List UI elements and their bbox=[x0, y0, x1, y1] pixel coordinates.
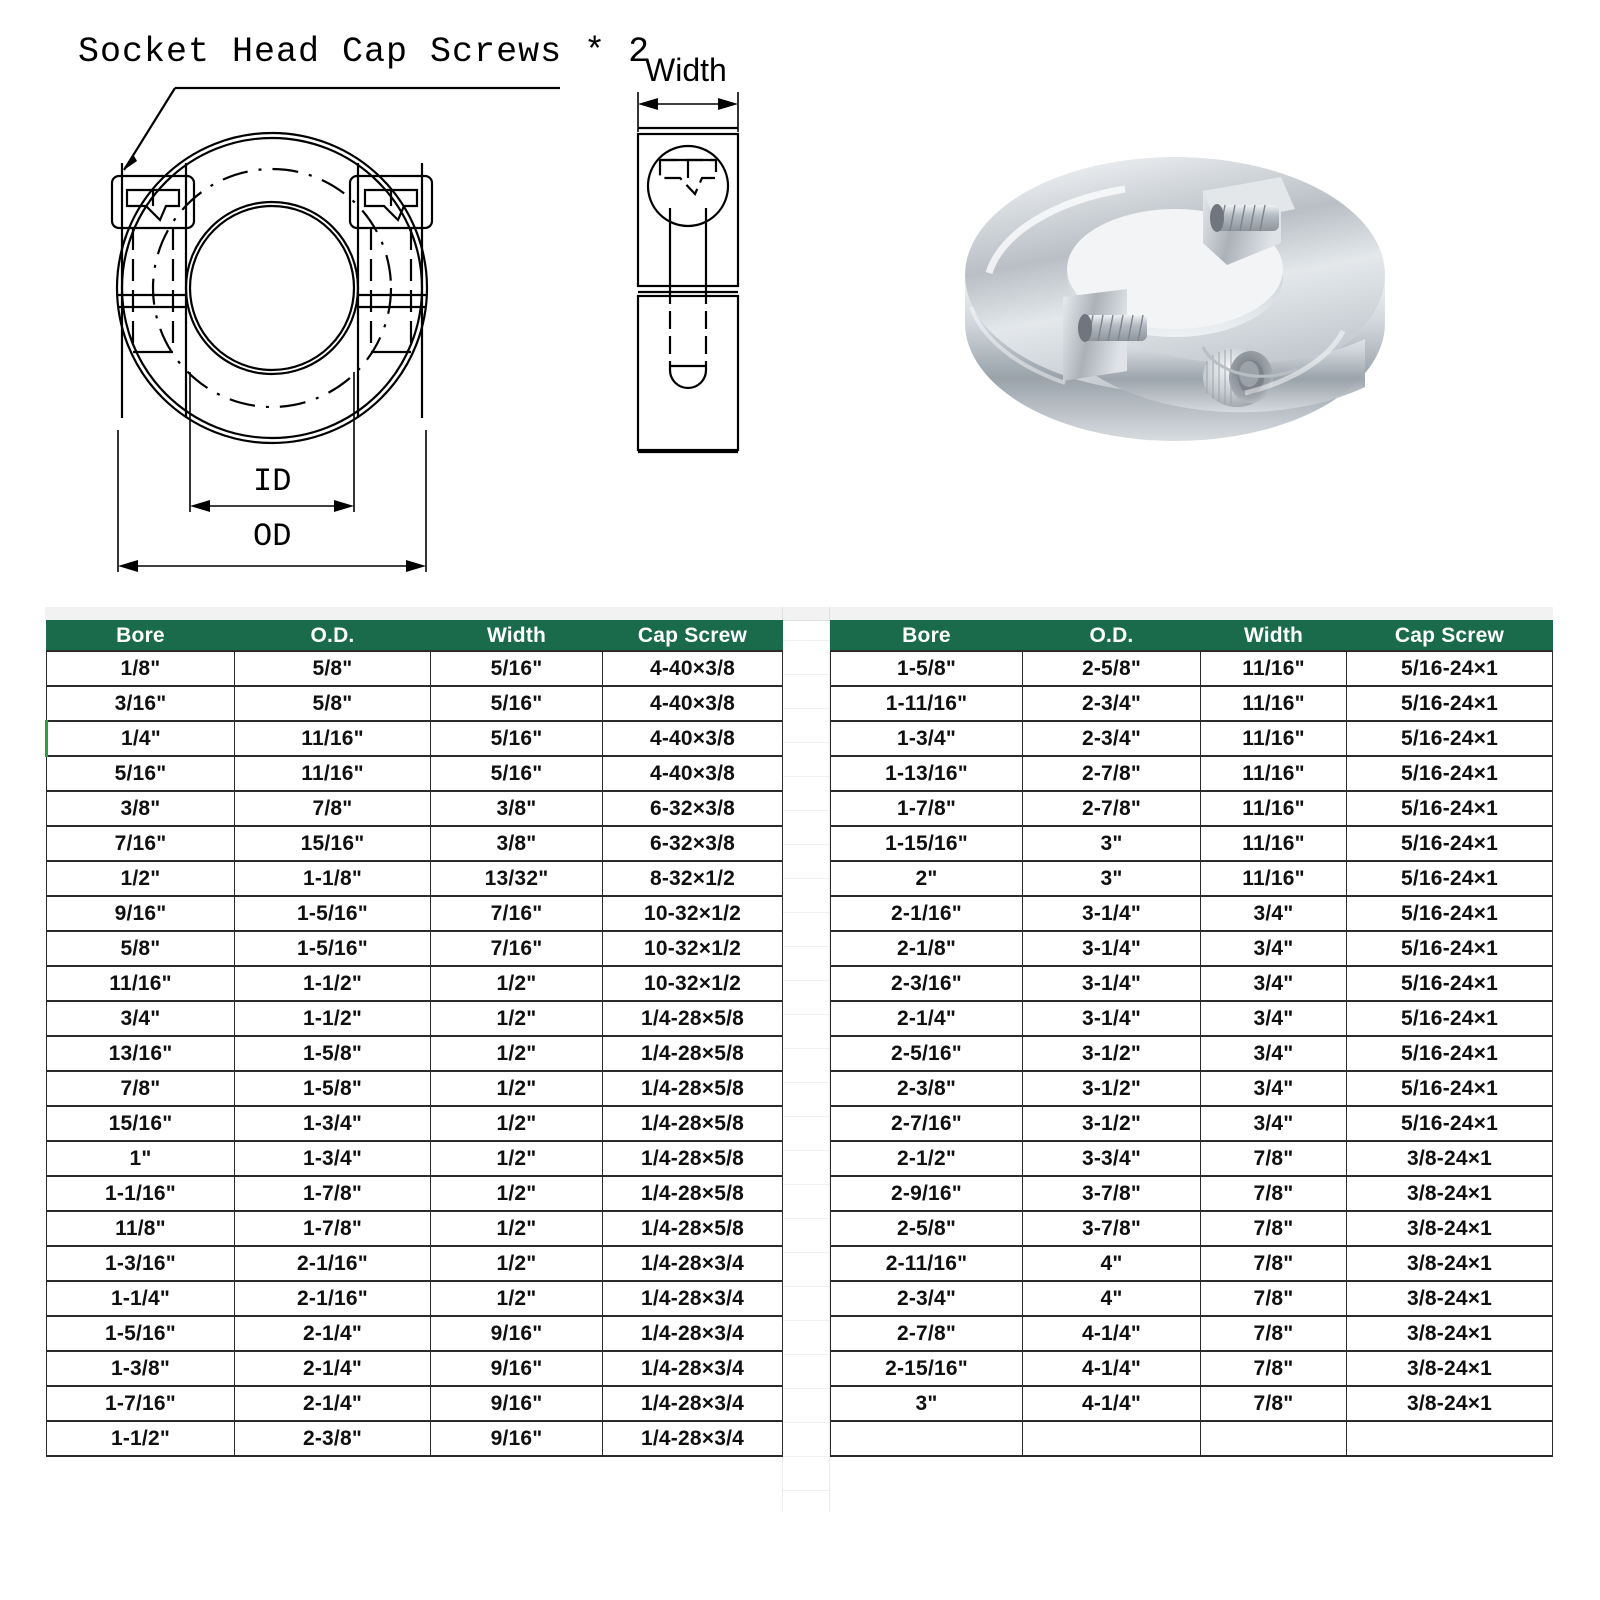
cell-o-d[interactable]: 1-1/2" bbox=[235, 966, 431, 1001]
cell-bore[interactable]: 1-5/16" bbox=[47, 1316, 235, 1351]
cell-bore[interactable]: 2-3/16" bbox=[831, 966, 1023, 1001]
cap-screw-callout-label: Socket Head Cap Screws * 2 bbox=[78, 32, 651, 72]
table-row[interactable] bbox=[831, 1386, 1553, 1421]
cell-o-d[interactable]: 3-1/4" bbox=[1023, 896, 1201, 931]
cell-o-d[interactable]: 2-3/8" bbox=[235, 1421, 431, 1456]
cell-bore[interactable]: 2-5/8" bbox=[831, 1211, 1023, 1246]
table-row[interactable] bbox=[831, 1421, 1553, 1456]
cell-cap-screw[interactable]: 5/16-24×1 bbox=[1347, 721, 1553, 756]
table-row[interactable] bbox=[47, 721, 783, 756]
cell-o-d[interactable]: 7/8" bbox=[235, 791, 431, 826]
cell-bore[interactable]: 1-7/16" bbox=[47, 1386, 235, 1421]
table-row[interactable] bbox=[831, 826, 1553, 861]
cell-bore[interactable]: 2-5/16" bbox=[831, 1036, 1023, 1071]
cell-width[interactable]: 1/2" bbox=[431, 1281, 603, 1316]
cell-width[interactable]: 3/4" bbox=[1201, 1001, 1347, 1036]
table-row[interactable] bbox=[47, 791, 783, 826]
cell-o-d[interactable]: 2-7/8" bbox=[1023, 791, 1201, 826]
cell-width[interactable]: 3/4" bbox=[1201, 966, 1347, 1001]
cell-bore[interactable]: 5/16" bbox=[47, 756, 235, 791]
cell-bore[interactable]: 1-7/8" bbox=[831, 791, 1023, 826]
cell-bore[interactable]: 1-5/8" bbox=[831, 651, 1023, 686]
front-view-svg bbox=[0, 0, 620, 600]
table-row[interactable] bbox=[831, 721, 1553, 756]
cell-width[interactable]: 7/16" bbox=[431, 896, 603, 931]
cell-bore[interactable]: 1-3/4" bbox=[831, 721, 1023, 756]
cell-cap-screw[interactable]: 4-40×3/8 bbox=[603, 721, 783, 756]
table-row[interactable] bbox=[831, 1176, 1553, 1211]
cell-cap-screw[interactable]: 3/8-24×1 bbox=[1347, 1141, 1553, 1176]
cell-o-d[interactable]: 1-5/8" bbox=[235, 1071, 431, 1106]
cell-cap-screw[interactable]: 4-40×3/8 bbox=[603, 756, 783, 791]
table-row[interactable] bbox=[831, 1246, 1553, 1281]
column-header-o-d[interactable]: O.D. bbox=[235, 621, 431, 652]
cell-o-d[interactable] bbox=[1023, 1421, 1201, 1456]
cell-o-d[interactable]: 1-3/4" bbox=[235, 1141, 431, 1176]
cell-o-d[interactable]: 1-3/4" bbox=[235, 1106, 431, 1141]
cell-o-d[interactable]: 1-7/8" bbox=[235, 1176, 431, 1211]
table-row[interactable] bbox=[831, 966, 1553, 1001]
cell-o-d[interactable]: 4" bbox=[1023, 1246, 1201, 1281]
cell-o-d[interactable]: 1-7/8" bbox=[235, 1211, 431, 1246]
cell-cap-screw[interactable]: 1/4-28×5/8 bbox=[603, 1176, 783, 1211]
cell-cap-screw[interactable]: 10-32×1/2 bbox=[603, 931, 783, 966]
cell-bore[interactable]: 2-7/8" bbox=[831, 1316, 1023, 1351]
table-row[interactable] bbox=[831, 1141, 1553, 1176]
cell-cap-screw[interactable]: 5/16-24×1 bbox=[1347, 651, 1553, 686]
cell-o-d[interactable]: 3-1/4" bbox=[1023, 1001, 1201, 1036]
cell-bore[interactable]: 2-3/8" bbox=[831, 1071, 1023, 1106]
cell-bore[interactable]: 2-1/16" bbox=[831, 896, 1023, 931]
cell-o-d[interactable]: 5/8" bbox=[235, 651, 431, 686]
cell-bore[interactable]: 11/16" bbox=[47, 966, 235, 1001]
cell-o-d[interactable]: 4-1/4" bbox=[1023, 1351, 1201, 1386]
cell-width[interactable]: 7/16" bbox=[431, 931, 603, 966]
cell-bore[interactable]: 2-11/16" bbox=[831, 1246, 1023, 1281]
cell-cap-screw[interactable]: 5/16-24×1 bbox=[1347, 791, 1553, 826]
table-row[interactable] bbox=[47, 1351, 783, 1386]
left-spec-table-container bbox=[45, 620, 783, 1457]
cell-o-d[interactable]: 3" bbox=[1023, 826, 1201, 861]
cell-width[interactable]: 11/16" bbox=[1201, 826, 1347, 861]
cell-cap-screw[interactable]: 4-40×3/8 bbox=[603, 651, 783, 686]
cell-cap-screw[interactable]: 3/8-24×1 bbox=[1347, 1351, 1553, 1386]
cell-width[interactable]: 1/2" bbox=[431, 1246, 603, 1281]
cell-width[interactable]: 11/16" bbox=[1201, 651, 1347, 686]
cell-o-d[interactable]: 11/16" bbox=[235, 721, 431, 756]
side-view-svg bbox=[590, 0, 890, 520]
left-table-body bbox=[47, 651, 783, 1456]
left-table-head bbox=[47, 621, 783, 652]
cell-width[interactable]: 11/16" bbox=[1201, 756, 1347, 791]
cell-cap-screw[interactable]: 8-32×1/2 bbox=[603, 861, 783, 896]
table-row[interactable] bbox=[47, 1106, 783, 1141]
cell-cap-screw[interactable]: 5/16-24×1 bbox=[1347, 966, 1553, 1001]
right-table-head bbox=[831, 621, 1553, 652]
cell-o-d[interactable]: 2-1/4" bbox=[235, 1351, 431, 1386]
cell-width[interactable]: 11/16" bbox=[1201, 861, 1347, 896]
table-row[interactable] bbox=[47, 826, 783, 861]
table-row[interactable] bbox=[47, 1386, 783, 1421]
cell-bore[interactable]: 2" bbox=[831, 861, 1023, 896]
cell-o-d[interactable]: 3-7/8" bbox=[1023, 1176, 1201, 1211]
table-row[interactable] bbox=[47, 1001, 783, 1036]
table-row[interactable] bbox=[47, 1036, 783, 1071]
cell-cap-screw[interactable]: 5/16-24×1 bbox=[1347, 1071, 1553, 1106]
right-spec-table bbox=[830, 620, 1553, 1457]
cell-width[interactable]: 3/8" bbox=[431, 791, 603, 826]
cell-cap-screw[interactable]: 4-40×3/8 bbox=[603, 686, 783, 721]
cell-o-d[interactable]: 1-5/8" bbox=[235, 1036, 431, 1071]
right-spec-table-container bbox=[830, 620, 1553, 1457]
right-table-header-row bbox=[831, 621, 1553, 652]
cell-bore[interactable]: 1-13/16" bbox=[831, 756, 1023, 791]
cell-o-d[interactable]: 2-1/4" bbox=[235, 1316, 431, 1351]
cell-cap-screw[interactable]: 3/8-24×1 bbox=[1347, 1211, 1553, 1246]
cell-cap-screw[interactable]: 6-32×3/8 bbox=[603, 791, 783, 826]
cell-o-d[interactable]: 3-1/4" bbox=[1023, 966, 1201, 1001]
cell-bore[interactable]: 5/8" bbox=[47, 931, 235, 966]
cell-cap-screw[interactable]: 5/16-24×1 bbox=[1347, 826, 1553, 861]
cell-width[interactable]: 1/2" bbox=[431, 1141, 603, 1176]
cell-bore[interactable]: 1" bbox=[47, 1141, 235, 1176]
cell-bore[interactable]: 11/8" bbox=[47, 1211, 235, 1246]
cell-o-d[interactable]: 2-5/8" bbox=[1023, 651, 1201, 686]
cell-width[interactable]: 5/16" bbox=[431, 721, 603, 756]
table-row[interactable] bbox=[47, 1281, 783, 1316]
table-row[interactable] bbox=[831, 651, 1553, 686]
table-row[interactable] bbox=[831, 1211, 1553, 1246]
cell-cap-screw[interactable]: 5/16-24×1 bbox=[1347, 896, 1553, 931]
collar-3d-svg bbox=[945, 125, 1405, 455]
cell-bore[interactable]: 1-11/16" bbox=[831, 686, 1023, 721]
table-row[interactable] bbox=[831, 1036, 1553, 1071]
cell-bore[interactable]: 2-3/4" bbox=[831, 1281, 1023, 1316]
cell-cap-screw[interactable]: 5/16-24×1 bbox=[1347, 1106, 1553, 1141]
cell-bore[interactable]: 2-1/4" bbox=[831, 1001, 1023, 1036]
cell-width[interactable]: 7/8" bbox=[1201, 1386, 1347, 1421]
column-header-bore[interactable]: Bore bbox=[47, 621, 235, 652]
cell-width[interactable]: 7/8" bbox=[1201, 1246, 1347, 1281]
cell-bore[interactable]: 1-1/4" bbox=[47, 1281, 235, 1316]
cell-o-d[interactable]: 1-5/16" bbox=[235, 896, 431, 931]
cell-width[interactable]: 9/16" bbox=[431, 1421, 603, 1456]
cap-screw-front bbox=[1078, 314, 1147, 342]
table-row[interactable] bbox=[47, 931, 783, 966]
cell-cap-screw[interactable]: 1/4-28×3/4 bbox=[603, 1316, 783, 1351]
cell-o-d[interactable]: 1-5/16" bbox=[235, 931, 431, 966]
cell-bore[interactable]: 1-15/16" bbox=[831, 826, 1023, 861]
cell-width[interactable]: 11/16" bbox=[1201, 721, 1347, 756]
table-row[interactable] bbox=[831, 861, 1553, 896]
table-row[interactable] bbox=[831, 1351, 1553, 1386]
cell-width[interactable]: 7/8" bbox=[1201, 1316, 1347, 1351]
cell-o-d[interactable]: 3-1/2" bbox=[1023, 1106, 1201, 1141]
right-table-body bbox=[831, 651, 1553, 1456]
width-dimension-label: Width bbox=[645, 52, 727, 88]
table-row[interactable] bbox=[47, 1141, 783, 1176]
column-header-cap-screw[interactable]: Cap Screw bbox=[1347, 621, 1553, 652]
cell-width[interactable]: 7/8" bbox=[1201, 1176, 1347, 1211]
column-header-width[interactable]: Width bbox=[1201, 621, 1347, 652]
table-row[interactable] bbox=[47, 1246, 783, 1281]
cell-width[interactable]: 3/4" bbox=[1201, 931, 1347, 966]
table-row[interactable] bbox=[47, 1211, 783, 1246]
cell-cap-screw[interactable]: 1/4-28×3/4 bbox=[603, 1281, 783, 1316]
table-row[interactable] bbox=[47, 966, 783, 1001]
table-row[interactable] bbox=[47, 651, 783, 686]
cell-width[interactable]: 3/4" bbox=[1201, 896, 1347, 931]
cell-cap-screw[interactable]: 1/4-28×5/8 bbox=[603, 1141, 783, 1176]
cell-cap-screw[interactable]: 1/4-28×5/8 bbox=[603, 1211, 783, 1246]
cell-cap-screw[interactable]: 1/4-28×5/8 bbox=[603, 1036, 783, 1071]
cell-bore[interactable]: 13/16" bbox=[47, 1036, 235, 1071]
cell-bore[interactable]: 2-1/8" bbox=[831, 931, 1023, 966]
cell-width[interactable]: 1/2" bbox=[431, 1071, 603, 1106]
cell-bore[interactable]: 1-1/16" bbox=[47, 1176, 235, 1211]
cell-bore[interactable]: 1/4" bbox=[47, 721, 235, 756]
cell-cap-screw[interactable]: 6-32×3/8 bbox=[603, 826, 783, 861]
cell-bore[interactable]: 3/16" bbox=[47, 686, 235, 721]
cell-o-d[interactable]: 2-3/4" bbox=[1023, 721, 1201, 756]
cell-width[interactable]: 3/8" bbox=[431, 826, 603, 861]
cell-cap-screw[interactable]: 5/16-24×1 bbox=[1347, 861, 1553, 896]
cell-bore[interactable]: 2-15/16" bbox=[831, 1351, 1023, 1386]
table-row[interactable] bbox=[831, 1001, 1553, 1036]
cell-width[interactable]: 3/4" bbox=[1201, 1036, 1347, 1071]
cell-cap-screw[interactable]: 5/16-24×1 bbox=[1347, 686, 1553, 721]
cell-width[interactable]: 7/8" bbox=[1201, 1211, 1347, 1246]
cell-width[interactable]: 1/2" bbox=[431, 966, 603, 1001]
cell-o-d[interactable]: 2-1/16" bbox=[235, 1246, 431, 1281]
column-header-width[interactable]: Width bbox=[431, 621, 603, 652]
cell-width[interactable]: 13/32" bbox=[431, 861, 603, 896]
cell-width[interactable]: 3/4" bbox=[1201, 1106, 1347, 1141]
table-row[interactable] bbox=[47, 861, 783, 896]
cell-width[interactable]: 3/4" bbox=[1201, 1071, 1347, 1106]
cell-width[interactable]: 5/16" bbox=[431, 651, 603, 686]
cell-o-d[interactable]: 2-7/8" bbox=[1023, 756, 1201, 791]
cell-bore[interactable]: 3" bbox=[831, 1386, 1023, 1421]
cell-bore[interactable] bbox=[831, 1421, 1023, 1456]
cap-screw-rear bbox=[1210, 204, 1279, 232]
left-table-header-row bbox=[47, 621, 783, 652]
cell-cap-screw[interactable]: 1/4-28×5/8 bbox=[603, 1106, 783, 1141]
left-spec-table bbox=[45, 620, 783, 1457]
cell-cap-screw[interactable]: 3/8-24×1 bbox=[1347, 1316, 1553, 1351]
cell-o-d[interactable]: 11/16" bbox=[235, 756, 431, 791]
table-row[interactable] bbox=[831, 756, 1553, 791]
table-row[interactable] bbox=[831, 686, 1553, 721]
table-row[interactable] bbox=[47, 756, 783, 791]
cell-cap-screw[interactable]: 10-32×1/2 bbox=[603, 896, 783, 931]
table-row[interactable] bbox=[831, 1071, 1553, 1106]
cell-cap-screw[interactable]: 3/8-24×1 bbox=[1347, 1176, 1553, 1211]
cell-o-d[interactable]: 3-1/4" bbox=[1023, 931, 1201, 966]
cell-cap-screw[interactable]: 5/16-24×1 bbox=[1347, 1036, 1553, 1071]
table-row[interactable] bbox=[831, 1281, 1553, 1316]
cell-cap-screw[interactable]: 1/4-28×3/4 bbox=[603, 1351, 783, 1386]
cell-width[interactable]: 1/2" bbox=[431, 1001, 603, 1036]
cell-o-d[interactable]: 3" bbox=[1023, 861, 1201, 896]
cell-width[interactable]: 9/16" bbox=[431, 1316, 603, 1351]
cell-width[interactable]: 1/2" bbox=[431, 1106, 603, 1141]
cell-cap-screw[interactable]: 3/8-24×1 bbox=[1347, 1281, 1553, 1316]
cell-bore[interactable]: 1/8" bbox=[47, 651, 235, 686]
cell-o-d[interactable]: 3-1/2" bbox=[1023, 1071, 1201, 1106]
cell-width[interactable]: 1/2" bbox=[431, 1211, 603, 1246]
cell-o-d[interactable]: 3-3/4" bbox=[1023, 1141, 1201, 1176]
cell-width[interactable]: 7/8" bbox=[1201, 1351, 1347, 1386]
cell-cap-screw[interactable]: 1/4-28×5/8 bbox=[603, 1001, 783, 1036]
cell-cap-screw[interactable]: 5/16-24×1 bbox=[1347, 1001, 1553, 1036]
cell-width[interactable]: 11/16" bbox=[1201, 791, 1347, 826]
cell-bore[interactable]: 3/4" bbox=[47, 1001, 235, 1036]
table-row[interactable] bbox=[831, 896, 1553, 931]
cell-bore[interactable]: 1/2" bbox=[47, 861, 235, 896]
cell-bore[interactable]: 9/16" bbox=[47, 896, 235, 931]
table-row[interactable] bbox=[831, 1316, 1553, 1351]
cell-o-d[interactable]: 5/8" bbox=[235, 686, 431, 721]
table-row[interactable] bbox=[47, 686, 783, 721]
cell-cap-screw[interactable]: 5/16-24×1 bbox=[1347, 756, 1553, 791]
cell-cap-screw[interactable]: 1/4-28×5/8 bbox=[603, 1071, 783, 1106]
cell-bore[interactable]: 2-1/2" bbox=[831, 1141, 1023, 1176]
cell-cap-screw[interactable]: 3/8-24×1 bbox=[1347, 1246, 1553, 1281]
cell-cap-screw[interactable]: 1/4-28×3/4 bbox=[603, 1246, 783, 1281]
cell-cap-screw[interactable] bbox=[1347, 1421, 1553, 1456]
cell-width[interactable] bbox=[1201, 1421, 1347, 1456]
cell-width[interactable]: 9/16" bbox=[431, 1386, 603, 1421]
cell-bore[interactable]: 1-3/16" bbox=[47, 1246, 235, 1281]
cell-o-d[interactable]: 4-1/4" bbox=[1023, 1316, 1201, 1351]
cell-o-d[interactable]: 2-3/4" bbox=[1023, 686, 1201, 721]
cell-width[interactable]: 1/2" bbox=[431, 1176, 603, 1211]
cell-bore[interactable]: 15/16" bbox=[47, 1106, 235, 1141]
cell-o-d[interactable]: 1-1/2" bbox=[235, 1001, 431, 1036]
cell-o-d[interactable]: 3-1/2" bbox=[1023, 1036, 1201, 1071]
column-header-cap-screw[interactable]: Cap Screw bbox=[603, 621, 783, 652]
cell-bore[interactable]: 3/8" bbox=[47, 791, 235, 826]
cell-o-d[interactable]: 4" bbox=[1023, 1281, 1201, 1316]
table-row[interactable] bbox=[47, 1421, 783, 1456]
column-header-o-d[interactable]: O.D. bbox=[1023, 621, 1201, 652]
cell-width[interactable]: 11/16" bbox=[1201, 686, 1347, 721]
column-header-bore[interactable]: Bore bbox=[831, 621, 1023, 652]
cell-bore[interactable]: 2-7/16" bbox=[831, 1106, 1023, 1141]
cell-cap-screw[interactable]: 1/4-28×3/4 bbox=[603, 1421, 783, 1456]
cell-o-d[interactable]: 1-1/8" bbox=[235, 861, 431, 896]
table-row[interactable] bbox=[47, 1316, 783, 1351]
cell-width[interactable]: 7/8" bbox=[1201, 1281, 1347, 1316]
table-row[interactable] bbox=[47, 1176, 783, 1211]
table-row[interactable] bbox=[47, 1071, 783, 1106]
cell-cap-screw[interactable]: 10-32×1/2 bbox=[603, 966, 783, 1001]
cell-cap-screw[interactable]: 3/8-24×1 bbox=[1347, 1386, 1553, 1421]
cell-o-d[interactable]: 2-1/16" bbox=[235, 1281, 431, 1316]
cell-bore[interactable]: 2-9/16" bbox=[831, 1176, 1023, 1211]
table-gutter-column bbox=[782, 607, 830, 1512]
cell-width[interactable]: 1/2" bbox=[431, 1036, 603, 1071]
cell-o-d[interactable]: 2-1/4" bbox=[235, 1386, 431, 1421]
cell-bore[interactable]: 1-1/2" bbox=[47, 1421, 235, 1456]
table-row[interactable] bbox=[831, 791, 1553, 826]
cell-o-d[interactable]: 3-7/8" bbox=[1023, 1211, 1201, 1246]
cell-cap-screw[interactable]: 5/16-24×1 bbox=[1347, 931, 1553, 966]
table-row[interactable] bbox=[831, 931, 1553, 966]
cell-bore[interactable]: 1-3/8" bbox=[47, 1351, 235, 1386]
cell-bore[interactable]: 7/8" bbox=[47, 1071, 235, 1106]
cell-cap-screw[interactable]: 1/4-28×3/4 bbox=[603, 1386, 783, 1421]
cell-width[interactable]: 9/16" bbox=[431, 1351, 603, 1386]
cell-width[interactable]: 5/16" bbox=[431, 686, 603, 721]
table-row[interactable] bbox=[47, 896, 783, 931]
outer-diameter-label: OD bbox=[253, 518, 292, 555]
table-row[interactable] bbox=[831, 1106, 1553, 1141]
cell-o-d[interactable]: 15/16" bbox=[235, 826, 431, 861]
cell-bore[interactable]: 7/16" bbox=[47, 826, 235, 861]
cell-width[interactable]: 7/8" bbox=[1201, 1141, 1347, 1176]
cell-width[interactable]: 5/16" bbox=[431, 756, 603, 791]
inner-diameter-label: ID bbox=[253, 463, 292, 500]
cell-o-d[interactable]: 4-1/4" bbox=[1023, 1386, 1201, 1421]
